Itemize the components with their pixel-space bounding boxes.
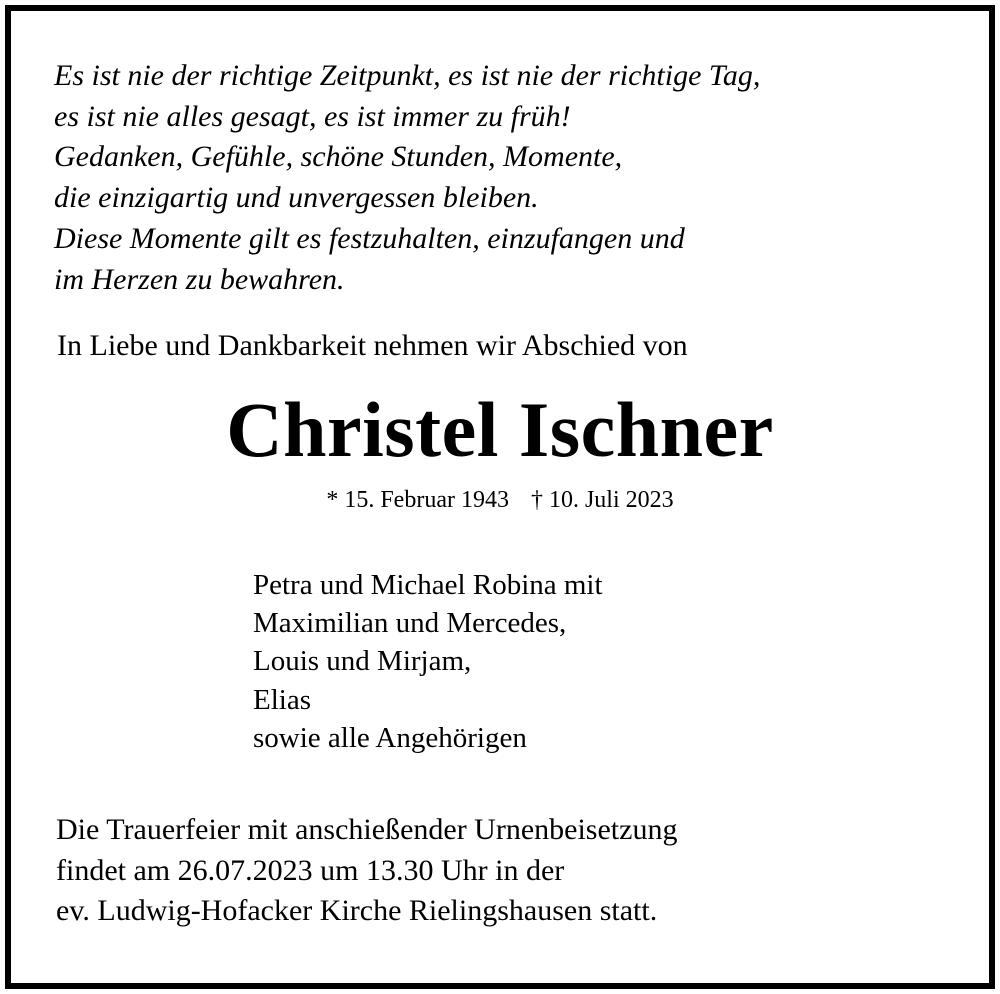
mourner-line: Elias bbox=[253, 683, 311, 716]
service-line: Die Trauerfeier mit anschießender Urnenbeisetzung bbox=[56, 813, 678, 846]
mourners-list bbox=[253, 566, 603, 757]
service-line: ev. Ludwig-Hofacker Kirche Rielingshausen statt. bbox=[56, 894, 658, 927]
poem-line: Es ist nie der richtige Zeitpunkt, es ist nie der richtige Tag, bbox=[54, 59, 761, 92]
poem-line: es ist nie alles gesagt, es ist immer zu früh! bbox=[54, 99, 571, 133]
funeral-service-info bbox=[56, 810, 677, 932]
deceased-name: Christel Ischner bbox=[226, 386, 774, 473]
life-dates bbox=[0, 484, 1000, 516]
poem-line: die einzigartig und unvergessen bleiben. bbox=[54, 181, 539, 215]
service-line: findet am 26.07.2023 um 13.30 Uhr in der bbox=[56, 853, 565, 887]
poem-line: im Herzen zu bewahren. bbox=[54, 262, 345, 296]
poem-line: Gedanken, Gefühle, schöne Stunden, Momente, bbox=[54, 140, 623, 174]
mourner-line: Louis und Mirjam, bbox=[253, 645, 472, 678]
poem bbox=[54, 56, 760, 300]
mourner-line: Maximilian und Mercedes, bbox=[253, 607, 567, 640]
poem-line: Diese Momente gilt es festzuhalten, einzufangen und bbox=[54, 221, 685, 255]
farewell-intro: In Liebe und Dankbarkeit nehmen wir Abschied von bbox=[57, 329, 688, 362]
mourner-line: sowie alle Angehörigen bbox=[253, 721, 527, 754]
death-date: † 10. Juli 2023 bbox=[530, 487, 674, 513]
mourner-line: Petra und Michael Robina mit bbox=[253, 569, 603, 601]
birth-date: * 15. Februar 1943 bbox=[326, 487, 509, 513]
